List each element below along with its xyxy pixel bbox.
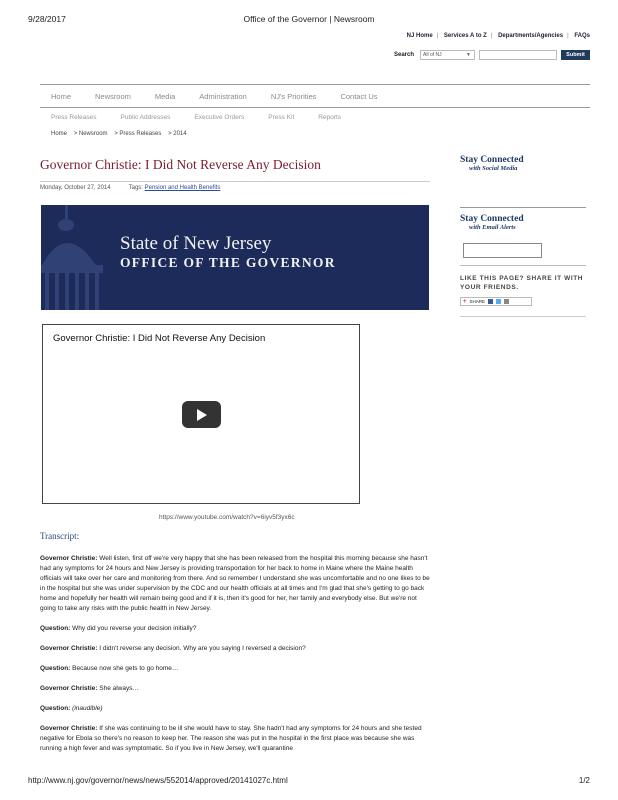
nav-media[interactable]: Media <box>154 91 176 101</box>
page-url: http://www.nj.gov/governor/news/news/552014/approved/20141027c.html <box>28 776 288 785</box>
stay-connected-title: Stay Connected <box>460 214 524 224</box>
tags-label: Tags: <box>128 185 143 191</box>
subnav-press-releases[interactable]: Press Releases <box>51 114 97 121</box>
divider <box>460 265 586 266</box>
video-url[interactable]: https://www.youtube.com/watch?v=6iyv5f3yx6c <box>159 514 295 521</box>
subnav-executive-orders[interactable]: Executive Orders <box>194 114 245 121</box>
transcript-paragraph: Governor Christie: She always… <box>40 685 139 692</box>
transcript-paragraph: Question: (inaudible) <box>40 705 103 712</box>
nav-priorities[interactable]: NJ's Priorities <box>270 91 317 101</box>
subnav-reports[interactable]: Reports <box>318 114 342 121</box>
page-number: 1/2 <box>578 776 590 785</box>
top-links <box>407 33 590 39</box>
page-title: Governor Christie: I Did Not Reverse Any Decision <box>40 157 321 172</box>
article-meta <box>40 185 220 191</box>
print-date: 9/28/2017 <box>28 14 66 24</box>
print-title: Office of the Governor | Newsroom <box>243 14 375 24</box>
divider: | <box>490 33 493 39</box>
social-media-subtitle: with Social Media <box>469 165 518 172</box>
breadcrumb-newsroom[interactable]: > Newsroom <box>73 131 108 137</box>
email-alerts-subtitle: with Email Alerts <box>469 224 516 231</box>
transcript-paragraph: Governor Christie: I didn't reverse any decision. Why are you saying I reversed a decision? <box>40 645 306 652</box>
transcript-body <box>40 554 432 764</box>
faqs-link[interactable]: FAQs <box>574 33 590 39</box>
nav-contact[interactable]: Contact Us <box>340 91 378 101</box>
banner-state-title: State of New Jersey <box>120 233 272 254</box>
search-input[interactable] <box>479 50 557 60</box>
article-tags <box>129 185 221 191</box>
nj-home-link[interactable]: NJ Home <box>406 33 433 39</box>
facebook-icon[interactable] <box>488 299 493 304</box>
search-bar <box>394 49 590 61</box>
email-alerts-box[interactable] <box>460 214 586 231</box>
email-field[interactable] <box>463 243 542 258</box>
search-scope-select[interactable] <box>420 50 475 60</box>
subnav-press-kit[interactable]: Press Kit <box>268 114 295 121</box>
search-scope-value: All of NJ <box>423 52 442 58</box>
share-button[interactable] <box>460 297 532 306</box>
share-label: SHARE <box>469 299 486 304</box>
divider <box>460 207 586 208</box>
divider: | <box>567 33 569 39</box>
article-date: Monday, October 27, 2014 <box>40 185 111 191</box>
services-link[interactable]: Services A to Z <box>443 33 487 39</box>
banner-office-title: OFFICE OF THE GOVERNOR <box>120 255 336 270</box>
stay-connected-title: Stay Connected <box>460 155 524 165</box>
submit-button[interactable]: Submit <box>561 50 590 60</box>
social-media-box[interactable] <box>460 155 586 172</box>
transcript-paragraph: Governor Christie: Well listen, first off we're very happy that she has been released from the hospital this morning because she hasn't had any symptoms for 24 hours and New Jersey is providing transportation for her back to home in Maine where the Maine health officials will take over her care and monitoring from there. And so remember I understand she was uncomfortable and no one likes to be in the hospital but she was under supervision by the CDC and our health officials at all times and I'm glad that she's getting to go back home and hopefully her health will remain being good and if it is, then it's good for her, her family and everybody else. But we're not going to take any risks with the public health in New Jersey. <box>40 555 430 612</box>
transcript-heading: Transcript: <box>40 531 80 541</box>
twitter-icon[interactable] <box>496 299 501 304</box>
breadcrumb-press-releases[interactable]: > Press Releases <box>114 131 162 137</box>
tag-link[interactable]: Pension and Health Benefits <box>144 185 221 191</box>
transcript-paragraph: Question: Because now she gets to go home… <box>40 665 179 672</box>
divider: | <box>436 33 439 39</box>
video-embed[interactable] <box>42 324 360 504</box>
breadcrumb-home[interactable]: Home <box>51 131 68 137</box>
departments-link[interactable]: Departments/Agencies <box>498 33 564 39</box>
print-header <box>28 14 590 26</box>
nav-home[interactable]: Home <box>51 91 72 101</box>
video-title: Governor Christie: I Did Not Reverse Any Decision <box>53 333 266 344</box>
email-icon[interactable] <box>504 299 509 304</box>
breadcrumb-year[interactable]: > 2014 <box>168 131 187 137</box>
share-prompt: LIKE THIS PAGE? SHARE IT WITH YOUR FRIENDS. <box>460 275 584 291</box>
plus-icon: + <box>463 298 467 305</box>
chevron-down-icon: ▼ <box>466 52 471 58</box>
nav-newsroom[interactable]: Newsroom <box>95 91 131 101</box>
sub-nav <box>51 114 365 121</box>
governor-banner <box>41 205 429 310</box>
play-icon[interactable] <box>182 401 221 428</box>
breadcrumb <box>51 131 192 137</box>
nav-administration[interactable]: Administration <box>199 91 247 101</box>
divider <box>40 181 430 182</box>
search-label: Search <box>393 52 414 58</box>
divider <box>460 316 586 317</box>
transcript-paragraph: Question: Why did you reverse your decision initially? <box>40 625 197 632</box>
transcript-paragraph: Governor Christie: If she was continuing to be ill she would have to stay. She hadn't had any symptoms for 24 hours and she tested negative for Ebola so there's no reason to keep her. The reason she was put in the hospital in the first place was because she was running a high fever and was symptomatic. So if you live in New Jersey, we'll quarantine <box>40 725 422 752</box>
main-nav <box>40 84 590 108</box>
subnav-public-addresses[interactable]: Public Addresses <box>120 114 171 121</box>
